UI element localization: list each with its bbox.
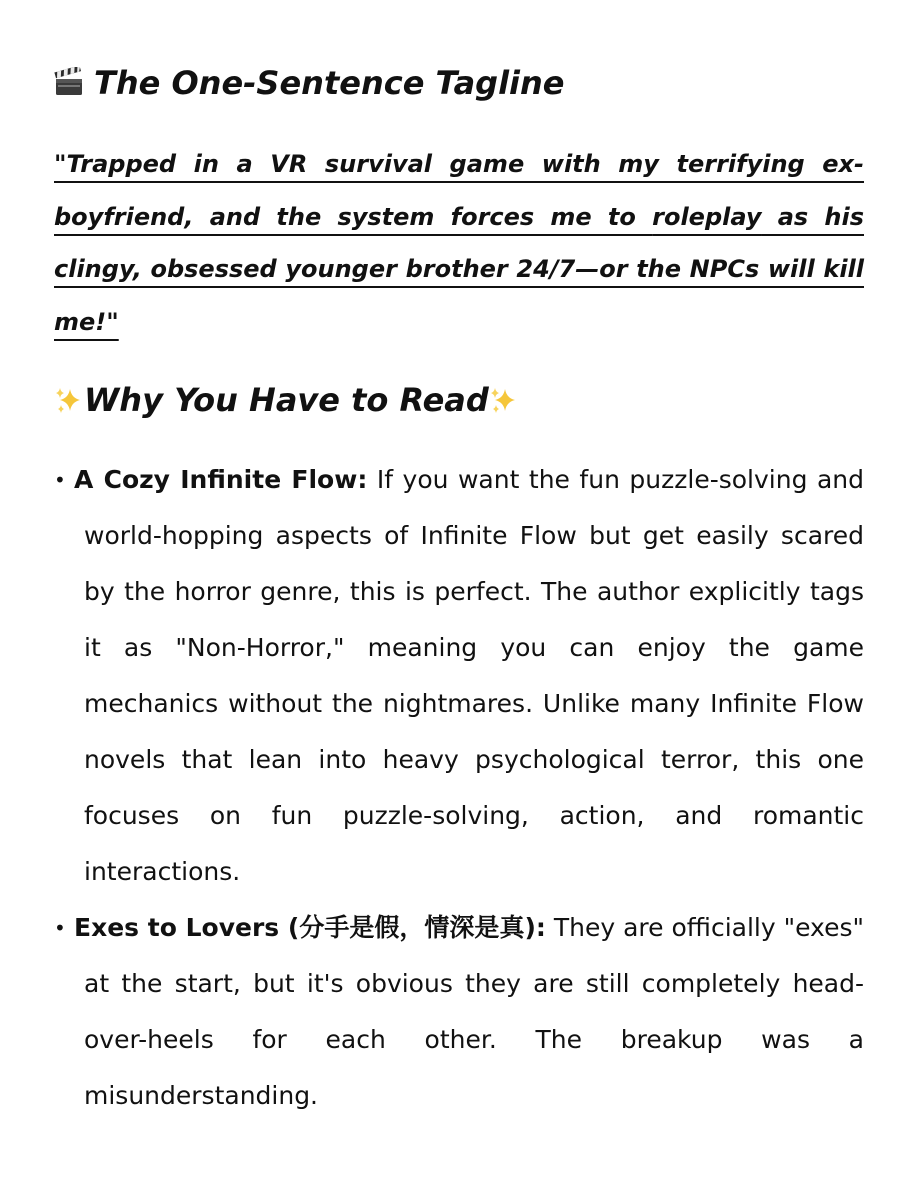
bullet-body: They are officially "exes" at the start, but it's obvious they are still completely head-over-heels for each other. The breakup was a misunderstanding. [84, 913, 864, 1110]
tagline-flagged-word: roleplay [652, 202, 762, 231]
sparkles-icon [489, 385, 519, 415]
bullet-marker: • [54, 916, 66, 940]
why-read-heading-text: Why You Have to Read [84, 381, 489, 419]
bullet-text [74, 452, 865, 900]
list-item [54, 900, 864, 1124]
list-item [54, 452, 864, 900]
tagline-heading-text: The One-Sentence Tagline [94, 64, 565, 102]
tagline-heading [54, 63, 565, 103]
bullet-lead: Exes to Lovers (分手是假，情深是真): [74, 913, 546, 942]
bullet-marker: • [54, 468, 66, 492]
why-read-heading [54, 380, 519, 420]
clapper-board-icon [54, 67, 84, 97]
sparkles-icon [54, 385, 84, 415]
tagline-quote [54, 138, 864, 348]
reasons-list [54, 452, 864, 1124]
tagline-text-part2: as his clingy, obsessed younger brother 24/7—or the NPCs will kill me!" [54, 202, 864, 336]
bullet-text [74, 900, 864, 1124]
bullet-body: If you want the fun puzzle-solving and world-hopping aspects of Infinite Flow but get easily scared by the horror genre, this is perfect. The author explicitly tags it as "Non-Horror," meaning you can enjoy the game mechanics without the nightmares. Unlike many Infinite Flow novels that lean into heavy psychological terror, this one focuses on fun puzzle-solving, action, and romantic interactions. [84, 465, 865, 886]
bullet-lead: A Cozy Infinite Flow: [74, 465, 368, 494]
tagline-text-part1: "Trapped in a VR survival game with my terrifying ex-boyfriend, and the system forces me to [54, 150, 864, 231]
